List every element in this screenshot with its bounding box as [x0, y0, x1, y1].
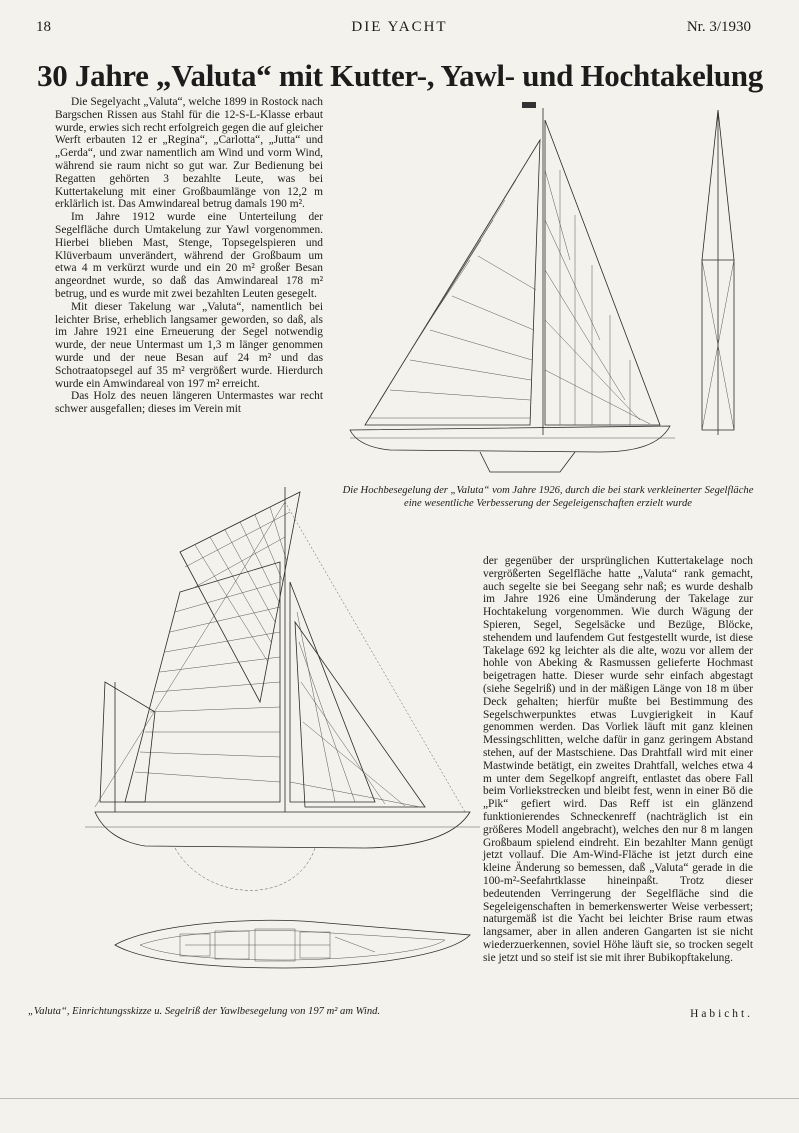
- issue-number: Nr. 3/1930: [686, 19, 751, 35]
- left-paragraph: Die Segelyacht „Valuta“, welche 1899 in Rostock nach Bargschen Rissen aus Stahl für die 12-S-L-Klasse erbaut wurde, erwies sich recht erfolgreich gegen die auf gleicher Werft erbauten 12 er „Regina“, „Carlotta“, „Jutta“ und „Gerda“, und zwar namentlich am Wind und vorm Wind, während sie raum nicht so gut war. Zur Bedienung bei Regatten gehörten 3 bezahlte Leute, was bei Kuttertakelung mit einer Großbaumlänge von 12,2 m erklärlich ist. Das Amwindareal betrug damals 190 m².: [55, 96, 323, 211]
- left-paragraph: Im Jahre 1912 wurde eine Unterteilung der Segelfläche durch Umtakelung zur Yawl vorgenommen. Hierbei blieben Mast, Stenge, Topsegelspieren und Klüverbaum unverändert, während der Großbaum um etwa 4 m verkürzt wurde und ein 20 m² großer Besan angeordnet wurde, so daß das Amwindareal 178 m² betrug, und es wurde mit zwei bezahlten Leuten gesegelt.: [55, 211, 323, 300]
- left-column: [55, 96, 323, 416]
- sail-plan-yawl: [85, 482, 480, 982]
- magazine-title: DIE YACHT: [351, 19, 448, 35]
- article-title: 30 Jahre „Valuta“ mit Kutter-, Yawl- und Hochtakelung: [37, 58, 763, 93]
- page-bottom-rule: [0, 1098, 799, 1099]
- sail-plan-hochtakelung: [330, 100, 770, 480]
- bottom-figure-caption: „Valuta“, Einrichtungsskizze u. Segelriß der Yawlbesegelung von 197 m² am Wind.: [28, 1006, 381, 1017]
- page-number: 18: [36, 19, 51, 35]
- right-column: [483, 555, 753, 965]
- left-paragraph: Mit dieser Takelung war „Valuta“, namentlich bei leichter Brise, erheblich langsamer geworden, so daß, als im Jahre 1921 eine Erneuerung der Segel notwendig wurde, der neue Untermast um 1,3 m länger genommen wurde und der neue Besan auf 24 m² und das Schotraatopsegel auf 35 m² vergrößert wurde. Hierdurch wurde ein Amwindareal von 197 m² erreicht.: [55, 300, 323, 390]
- right-paragraph: der gegenüber der ursprünglichen Kuttertakelage noch vergrößerten Segelfläche hatte „Valuta“ rank gemacht, auch segelte sie bei Seegang sehr naß; es wurde deshalb im Jahre 1926 eine Umänderung der Takelage zur Hochtakelung vorgenommen. Wie durch Wägung der Spieren, Segel, Segelsäcke und Bezüge, Blöcke, stehendem und laufendem Gut festgestellt wurde, ist diese Takelage 692 kg leichter als die alte, wozu vor allem der hohle von Abeking & Rasmussen gelieferte Hochmast beigetragen hatte. Dieser wurde sehr einfach abgestagt (siehe Segelriß) und in der mäßigen Länge von 18 m über Deck gehalten; hierfür mußte bei Bestimmung des Segelschwerpunktes etwas Luvgierigkeit in Kauf genommen werden. Das Vorliek läuft mit ganz kleinen Messingschlitten, welche dafür in ganz geringem Abstand stehen, auf der Mastschiene. Das Drahtfall wird mit einer Mastwinde betätigt, ein zweites Drahtfall, welches etwa 4 m unter dem Segelkopf angreift, entlastet das obere Fall beim Vorliekstrecken und bleibt fest, wenn in einer Bö die „Pik“ gefiert wird. Das Reff ist ein glänzend funktionierendes Schneckenreff (nachträglich ist ein größeres Modell angebracht), welches den nur 8 m langen Großbaum spielend eindreht. Ein bezahlter Mann genügt jetzt vollauf. Die Am-Wind-Fläche ist jetzt durch eine kleine Änderung so bemessen, daß „Valuta“ gerade in die 100-m²-Seefahrtklasse hineinpaßt. Trotz dieser bedeutenden Verringerung der Segelfläche sind die Segeleigenschaften in bemerkenswerter Weise verbessert; naturgemäß ist die Yacht bei leichter Brise raum etwas langsamer, aber in allen anderen Gangarten ist sie nicht wiederzuerkennen, soviel Höhe läuft sie, so trocken segelt sie jetzt und so steif ist sie mit ihrer Bubikopftakelung.: [483, 555, 753, 964]
- author-signature: Habicht.: [690, 1008, 753, 1020]
- left-paragraph: Das Holz des neuen längeren Untermastes war recht schwer ausgefallen; dieses im Verein mit: [55, 390, 323, 416]
- top-figure-caption: Die Hochbesegelung der „Valuta“ vom Jahre 1926, durch die bei stark verkleinerter Segelfläche eine wesentliche Verbesserung der Segeleigenschaften erzielt wurde: [342, 485, 754, 509]
